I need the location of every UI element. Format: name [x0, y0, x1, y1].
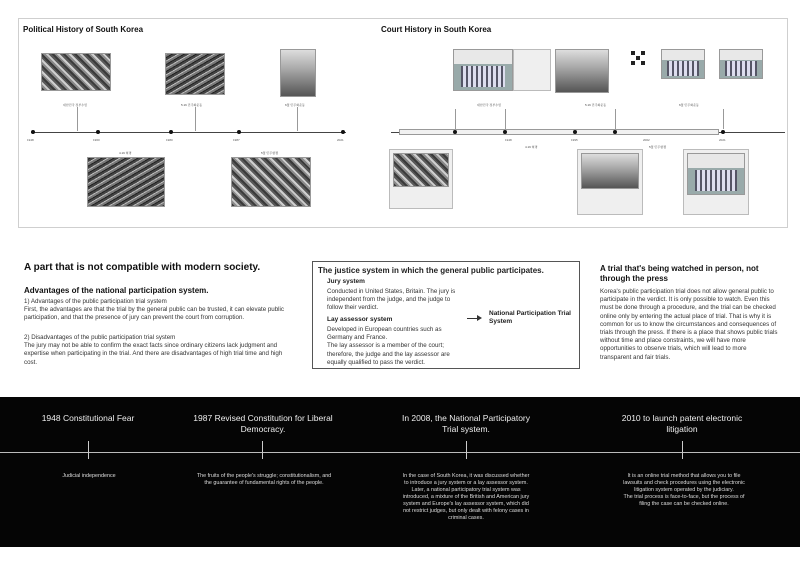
left-subheading: Advantages of the national participation system.: [24, 286, 209, 295]
court-label-2: 5.16 민주화운동: [585, 103, 607, 107]
disadvantages-text: 2) Disadvantages of the public participation trial system The jury may not be able to confirm the exact facts since ordinary citizens lack judgment and expertise when participating in the trial. And there are disadvantages of high trial time and high cost.: [24, 334, 283, 366]
justice-system-box: [312, 261, 580, 369]
year-3: 1980: [166, 138, 173, 142]
timeline-text-1948: Judicial independence: [62, 473, 116, 479]
court-label-3: 6월 민주화운동: [679, 103, 699, 107]
right-heading: A trial that's being watched in person, not through the press: [600, 264, 759, 284]
national-participation-label: National Participation Trial System: [489, 310, 571, 326]
photo-419-revolution: [87, 157, 165, 207]
jury-system-heading: Jury system: [327, 278, 365, 285]
photo-court-building-4: [719, 49, 763, 79]
year-1: 1948: [27, 138, 34, 142]
jury-system-text: Conducted in United States, Britain. The jury is independent from the judge, and the judge to follow their verdict.: [327, 288, 456, 312]
photo-supreme-court-old: [581, 153, 639, 189]
photo-government-establishment: [41, 53, 111, 91]
timeline-title-1948: 1948 Constitutional Fear: [41, 413, 135, 423]
court-year-2: 1995: [571, 138, 578, 142]
political-history-title: Political History of South Korea: [23, 25, 144, 34]
caption-5: 5월 민주항쟁: [261, 151, 278, 155]
court-label-4: 4.19 혁명: [525, 145, 538, 149]
band-timeline-axis: [0, 452, 800, 453]
caption-4: 4.19 혁명: [119, 151, 132, 155]
photo-old-court: [393, 153, 449, 187]
timeline-text-2010: It is an online trial method that allows you to file lawsuits and check procedures using the electronic litigation system operated by the judiciary. The trial process is face-to-face, but the process of filing the case can be checked online.: [623, 473, 745, 508]
advantages-text: 1) Advantages of the public participation trial system First, the advantages are that the trial by the general public can be trusted, it can elevate public participation, and that the presence of jury can prevent the court from corruption.: [24, 298, 285, 322]
court-year-4: 2021: [719, 138, 726, 142]
justice-box-title: The justice system in which the general public participates.: [318, 266, 544, 275]
watched-trial-text: Korea's public participation trial does not allow general public to participate in the verdict. It is only possible to watch. Even this must be done through a procedure, and the trial can be checked online only by entering the actual place of trial. That is why it is common for us to know the circumstances and consequences of trials through the press. If there is a place that shows public trials without time and place constraints, we will have more opportunities to observe trials, which will lead to more transparent and fair trials.: [600, 288, 778, 361]
lay-assessor-text: Developed in European countries such as Germany and France. The lay assessor is a member of the court; therefore, the judge and the lay assessor are equally qualified to pass the verdict.: [327, 326, 450, 366]
photo-516-movement: [165, 53, 225, 95]
history-panel: [18, 18, 788, 228]
constitution-timeline-band: [0, 397, 800, 547]
photo-court-building-1: [453, 49, 513, 91]
court-year-1: 1948: [505, 138, 512, 142]
photo-court-building-2: [555, 49, 609, 93]
photo-court-building-3: [661, 49, 705, 79]
timeline-text-2008: In the case of South Korea, it was discussed whether to introduce a jury system or a lay assessor system. Later, a national participatory trial system was introduced, a mixture of the British and American jury system and Europe's lay assessor system, which did not restrict judges, but only dealt with felony cases in criminal cases.: [402, 473, 530, 522]
year-5: 2021: [337, 138, 344, 142]
caption-2: 5.16 민주화운동: [181, 103, 203, 107]
timeline-title-2008: In 2008, the National Participatory Trial system.: [401, 413, 531, 435]
court-label-1: 대한민국 정부수립: [477, 103, 502, 107]
political-timeline-axis: [31, 132, 346, 133]
court-year-3: 2002: [643, 138, 650, 142]
caption-3: 6월 민주화운동: [285, 103, 305, 107]
timeline-title-1987: 1987 Revised Constitution for Liberal Democracy.: [193, 413, 333, 435]
timeline-text-1987: The fruits of the people's struggle; constitutionalism, and the guarantee of fundamental rights of the people.: [196, 473, 332, 487]
year-4: 1987: [233, 138, 240, 142]
arrow-right-icon: [477, 315, 482, 321]
court-logo-icon: [631, 51, 645, 65]
photo-june-movement: [280, 49, 316, 97]
photo-supreme-court-new: [687, 153, 745, 195]
lay-assessor-heading: Lay assessor system: [327, 316, 393, 323]
caption-1: 대한민국 정부수립: [63, 103, 88, 107]
photo-may-uprising: [231, 157, 311, 207]
court-history-title: Court History in South Korea: [381, 25, 492, 34]
year-2: 1960: [93, 138, 100, 142]
left-heading: A part that is not compatible with modern society.: [24, 262, 261, 273]
timeline-title-2010: 2010 to launch patent electronic litigation: [621, 413, 743, 435]
court-label-5: 5월 민주항쟁: [649, 145, 666, 149]
